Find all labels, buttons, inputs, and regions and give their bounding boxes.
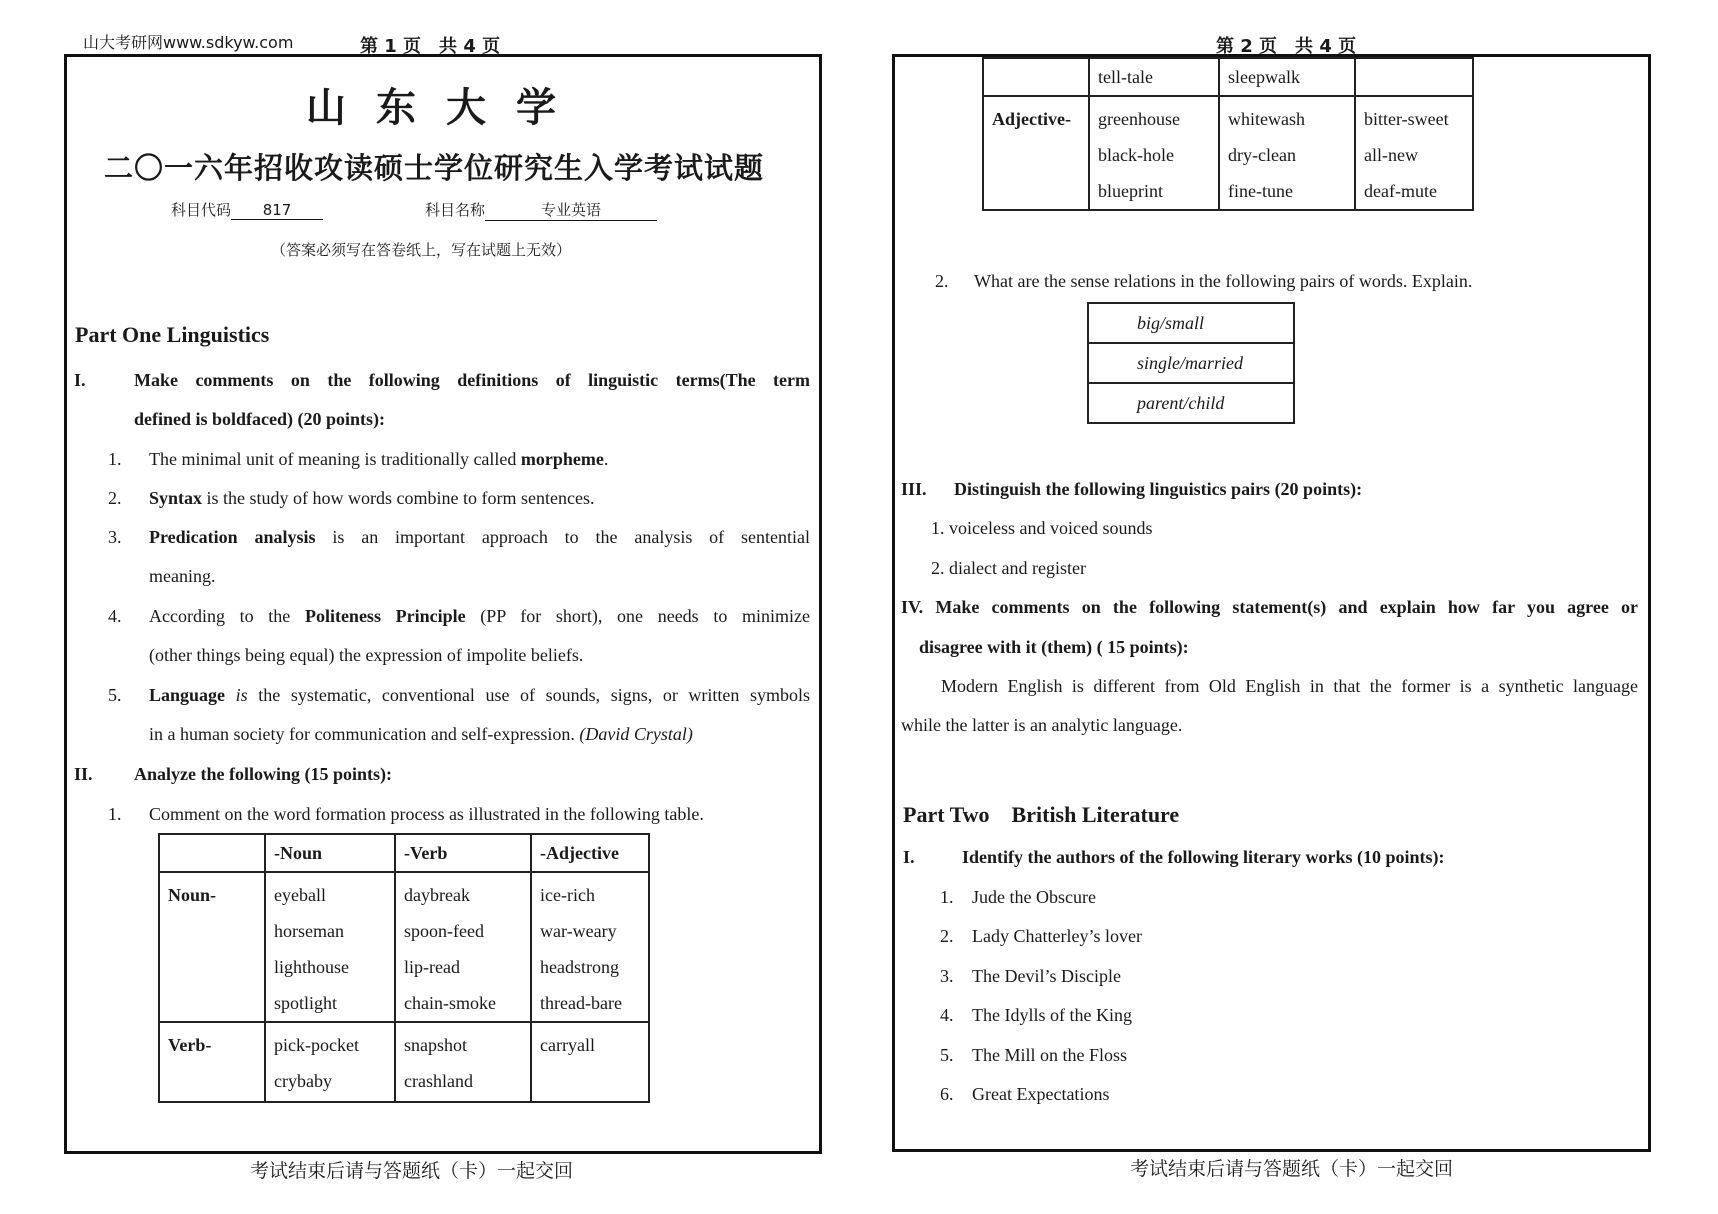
q3-item1: 1. voiceless and voiced sounds <box>931 518 1153 538</box>
row-label-adjective: Adjective- <box>992 109 1071 129</box>
q2-item2: 2. What are the sense relations in the following pairs of words. Explain. <box>935 271 1473 291</box>
q1-item5-cont: in a human society for communication and self-expression. (David Crystal) <box>149 724 693 744</box>
table-cell: lip-read <box>404 957 460 977</box>
subject-code-label: 科目代码 <box>171 201 232 219</box>
table-row <box>983 58 1473 96</box>
table-cell: thread-bare <box>540 993 622 1013</box>
q2-text: Analyze the following (15 points): <box>134 764 392 784</box>
part-two-title: Part Two British Literature <box>903 802 1180 827</box>
table-cell: war-weary <box>540 921 617 941</box>
table-cell: chain-smoke <box>404 993 496 1013</box>
q4-statement-line2: while the latter is an analytic language. <box>901 715 1183 735</box>
table-cell: crashland <box>404 1071 473 1091</box>
table-cell: spoon-feed <box>404 921 484 941</box>
col-header-noun: -Noun <box>274 843 323 863</box>
col-header-verb: -Verb <box>404 843 448 863</box>
page2-footer: 考试结束后请与答题纸（卡）一起交回 <box>1130 1158 1454 1180</box>
page1-footer: 考试结束后请与答题纸（卡）一起交回 <box>250 1160 574 1182</box>
table-cell: headstrong <box>540 957 619 977</box>
q1-item5: Language is the systematic, conventional use of sounds, signs, or written symbols <box>149 685 810 705</box>
answer-note: （答案必须写在答卷纸上，写在试题上无效） <box>271 241 572 259</box>
table-row <box>159 1022 649 1102</box>
q4-statement-line1: Modern English is different from Old English in that the former is a synthetic language <box>941 676 1638 696</box>
word-formation-table-cont <box>982 57 1474 211</box>
lit-item: 3. The Devil’s Disciple <box>940 966 1121 986</box>
table-cell: snapshot <box>404 1035 467 1055</box>
table-row <box>159 872 649 1022</box>
row-label-verb: Verb- <box>168 1035 212 1055</box>
word-pair: single/married <box>1088 343 1294 383</box>
q1-item1: 1. The minimal unit of meaning is traditionally called morpheme. <box>108 449 609 469</box>
page-number-2: 第 2 页 共 4 页 <box>1216 36 1357 57</box>
q1-item4-number: 4. <box>108 606 122 626</box>
q1-text-line1: Make comments on the following definitions of linguistic terms(The term <box>134 370 810 390</box>
table-cell: dry-clean <box>1228 145 1296 165</box>
lit-item: 6. Great Expectations <box>940 1084 1110 1104</box>
col-header-adjective: -Adjective <box>540 843 619 863</box>
lit-item: 4. The Idylls of the King <box>940 1005 1132 1025</box>
q1-item3-number: 3. <box>108 527 122 547</box>
subject-name-value: 专业英语 <box>485 199 657 221</box>
table-cell: fine-tune <box>1228 181 1293 201</box>
lit-item: 5. The Mill on the Floss <box>940 1045 1128 1065</box>
exam-title: 二〇一六年招收攻读硕士学位研究生入学考试试题 <box>104 151 765 185</box>
row-label-noun: Noun- <box>168 885 217 905</box>
q1-item5-number: 5. <box>108 685 122 705</box>
table-cell: spotlight <box>274 993 338 1013</box>
lit-q1-text: Identify the authors of the following literary works (10 points): <box>962 847 1445 867</box>
q3-item2: 2. dialect and register <box>931 558 1086 578</box>
table-cell: tell-tale <box>1098 67 1153 87</box>
subject-code-value: 817 <box>231 201 323 220</box>
table-cell: deaf-mute <box>1364 181 1437 201</box>
table-cell: blueprint <box>1098 181 1163 201</box>
q1-item4: According to the Politeness Principle (PP for short), one needs to minimize <box>149 606 810 626</box>
q4-text-line2: disagree with it (them) ( 15 points): <box>919 637 1189 657</box>
word-pairs-table <box>1087 302 1295 424</box>
table-cell: daybreak <box>404 885 470 905</box>
q1-item3: Predication analysis is an important approach to the analysis of sentential <box>149 527 810 547</box>
table-cell <box>1356 59 1472 95</box>
word-pair: parent/child <box>1088 383 1294 423</box>
table-cell: all-new <box>1364 145 1418 165</box>
q1-item3-cont: meaning. <box>149 566 216 586</box>
table-cell: bitter-sweet <box>1364 109 1449 129</box>
table-cell: carryall <box>540 1035 595 1055</box>
subject-code <box>171 199 323 220</box>
subject-name <box>425 199 657 221</box>
subject-name-label: 科目名称 <box>425 201 486 219</box>
q2-item1: 1. Comment on the word formation process as illustrated in the following table. <box>108 804 704 824</box>
site-header: 山大考研网www.sdkyw.com <box>83 33 294 52</box>
q1-item4-cont: (other things being equal) the expression of impolite beliefs. <box>149 645 584 665</box>
table-cell: ice-rich <box>540 885 595 905</box>
part-one-title: Part One Linguistics <box>75 322 270 347</box>
table-cell: crybaby <box>274 1071 332 1091</box>
table-cell: lighthouse <box>274 957 349 977</box>
table-cell: greenhouse <box>1098 109 1180 129</box>
word-formation-table <box>158 833 650 1103</box>
q1-text-line2: defined is boldfaced) (20 points): <box>134 409 386 429</box>
table-cell: horseman <box>274 921 344 941</box>
q3-text: Distinguish the following linguistics pairs (20 points): <box>954 479 1363 499</box>
lit-q1-number: I. <box>903 847 915 867</box>
page-number-1: 第 1 页 共 4 页 <box>360 36 501 57</box>
word-pair: big/small <box>1088 303 1294 343</box>
q1-item2: 2. Syntax is the study of how words combine to form sentences. <box>108 488 595 508</box>
q4-text-line1: IV. Make comments on the following statement(s) and explain how far you agree or <box>901 597 1638 617</box>
table-cell: whitewash <box>1228 109 1305 129</box>
q2-number: II. <box>74 764 93 784</box>
q3-number: III. <box>901 479 927 499</box>
q1-number: I. <box>74 370 86 390</box>
table-cell: pick-pocket <box>274 1035 359 1055</box>
university-name: 山东大学 <box>306 84 586 131</box>
table-cell: eyeball <box>274 885 326 905</box>
lit-item: 1. Jude the Obscure <box>940 887 1096 907</box>
table-cell: black-hole <box>1098 145 1174 165</box>
table-row <box>983 96 1473 210</box>
lit-item: 2. Lady Chatterley’s lover <box>940 926 1142 946</box>
table-cell: sleepwalk <box>1228 67 1300 87</box>
